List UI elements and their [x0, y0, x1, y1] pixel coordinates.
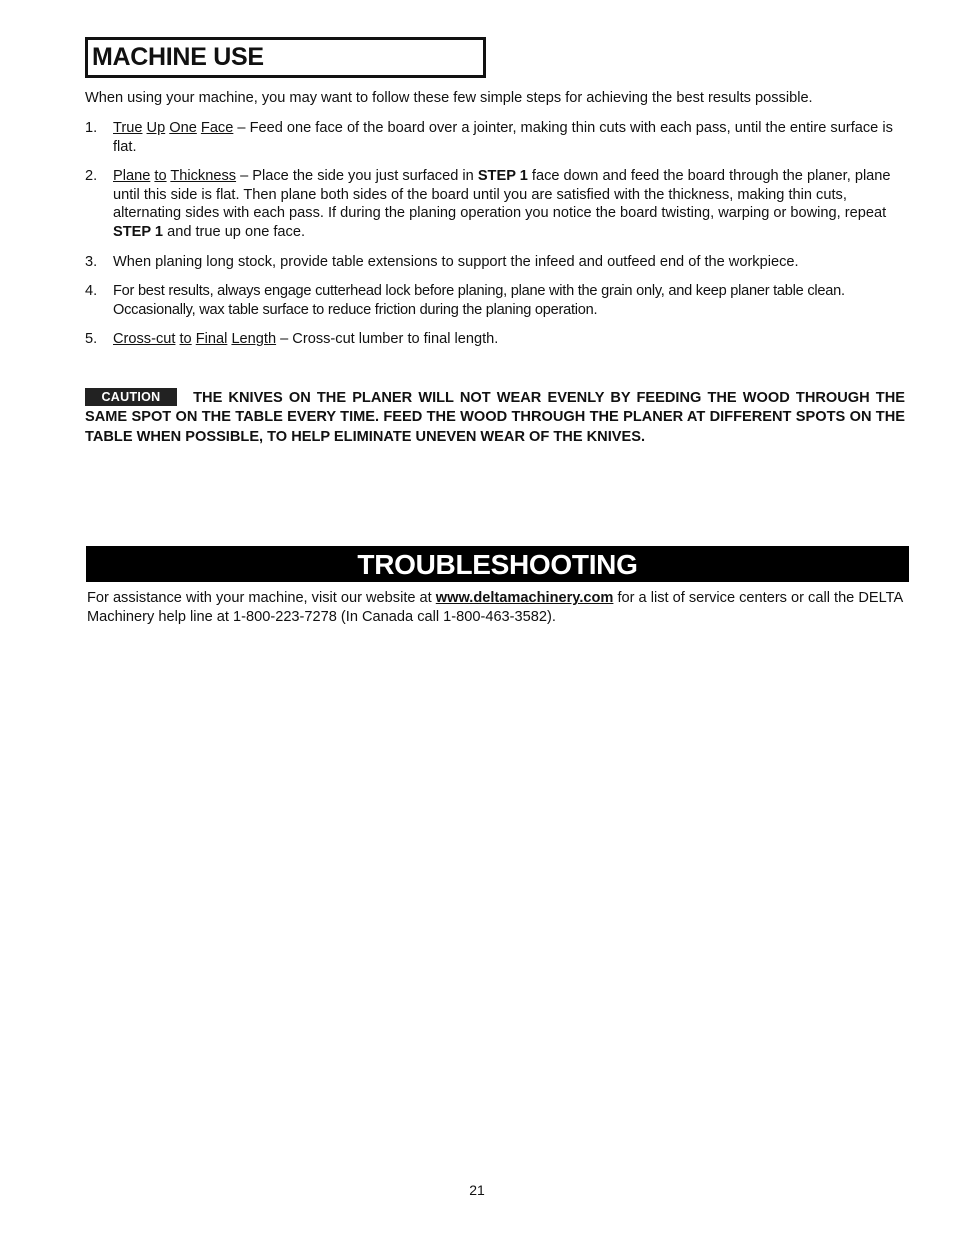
step-text: – Place the side you just surfaced in [236, 168, 478, 185]
step-title-word: Cross-cut [113, 331, 176, 348]
step-number: 1. [85, 120, 98, 136]
step-title-word: to [179, 331, 192, 348]
step-title-word: Up [146, 120, 166, 136]
step-number: 3. [85, 253, 98, 270]
troubleshooting-text-b: for a list of service centers or call the DELTA Machinery help line at 1-800-223-7278 (In Canada call 1-800-463-3582). [87, 590, 903, 625]
step-number: 4. [85, 283, 98, 300]
step-number: 5. [85, 331, 98, 348]
step-text: face down and feed the board through the planer, plane until this side is flat. Then plane both sides of the board until you are satisfied with the thickness, making thin cuts, alternating sides with each pass. If during the planing operation you notice the board twisting, warping or bowing, repeat [113, 168, 891, 222]
step-text: and true up one face. [163, 223, 306, 240]
caution-badge: CAUTION [85, 388, 177, 406]
step-text: – Feed one face of the board over a jointer, making thin cuts with each pass, until the entire surface is flat. [113, 120, 893, 155]
machine-use-steps [85, 119, 907, 360]
step-title-word: One [169, 120, 197, 136]
step-4 [85, 282, 907, 319]
step-title-word: Final [195, 331, 228, 348]
page-number: 21 [469, 1182, 485, 1198]
step-1 [85, 119, 907, 156]
machine-use-intro: When using your machine, you may want to follow these few simple steps for achieving the best results possible. [85, 90, 813, 106]
step-title-word: to [154, 168, 167, 185]
caution-text: THE KNIVES ON THE PLANER WILL NOT WEAR EVENLY BY FEEDING THE WOOD THROUGH THE SAME SPOT ON THE TABLE EVERY TIME. FEED THE WOOD THROUGH THE PLANER AT DIFFERENT SPOTS ON THE TABLE WHEN POSSIBLE, TO HELP ELIMINATE UNEVEN WEAR OF THE KNIVES. [85, 390, 905, 445]
step-text: – Cross-cut lumber to final length. [276, 331, 499, 348]
troubleshooting-text [87, 589, 909, 627]
website-link[interactable]: www.deltamachinery.com [435, 590, 614, 606]
troubleshooting-text-a: For assistance with your machine, visit our website at [87, 590, 436, 606]
step-number: 2. [85, 168, 98, 185]
step-5 [85, 330, 907, 349]
troubleshooting-heading: TROUBLESHOOTING [86, 546, 909, 582]
step-text: When planing long stock, provide table extensions to support the infeed and outfeed end of the workpiece. [113, 253, 799, 270]
step-title-word: Thickness [170, 168, 237, 185]
step-title-word: Plane [113, 168, 151, 185]
step-bold: STEP 1 [113, 223, 164, 240]
machine-use-heading: MACHINE USE [85, 37, 486, 78]
step-title-word: True [113, 120, 143, 136]
step-title-word: Face [200, 120, 234, 136]
step-2 [85, 167, 907, 241]
step-text: For best results, always engage cutterhead lock before planing, plane with the grain only, and keep planer table clean. Occasionally, wax table surface to reduce friction during the planing operation. [113, 283, 845, 318]
step-title-word: Length [231, 331, 277, 348]
step-3 [85, 253, 907, 272]
caution-notice [85, 388, 905, 447]
step-bold: STEP 1 [477, 168, 528, 185]
